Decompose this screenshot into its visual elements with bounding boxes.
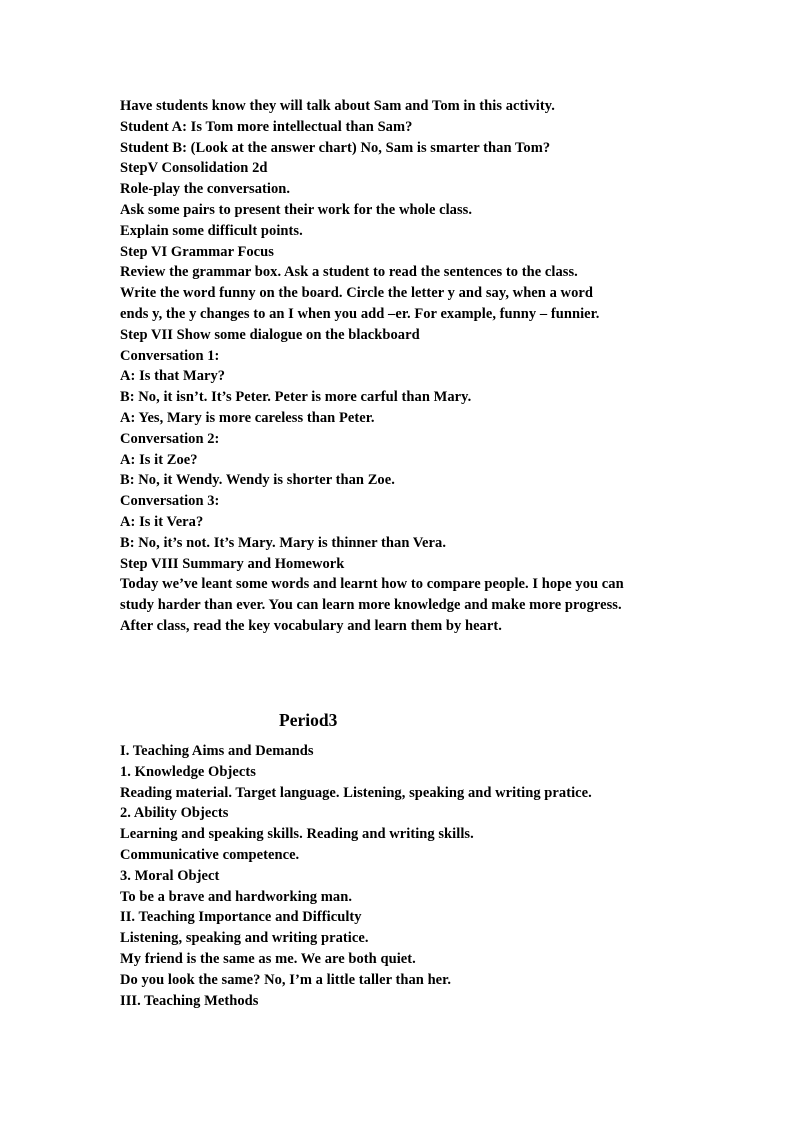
conversation-heading: Conversation 1: xyxy=(120,347,220,364)
lesson-steps-section xyxy=(120,96,720,637)
text-line: study harder than ever. You can learn more knowledge and make more progress. xyxy=(120,597,622,614)
section-heading: II. Teaching Importance and Difficulty xyxy=(120,909,362,926)
text-line: Listening, speaking and writing pratice. xyxy=(120,930,369,947)
dialogue-line: A: Is that Mary? xyxy=(120,368,226,385)
dialogue-line: A: Is it Zoe? xyxy=(120,451,198,468)
text-line: My friend is the same as me. We are both quiet. xyxy=(120,950,416,967)
dialogue-line: B: No, it Wendy. Wendy is shorter than Zoe. xyxy=(120,472,395,489)
dialogue-line: A: Is it Vera? xyxy=(120,513,204,530)
text-line: ends y, the y changes to an I when you add –er. For example, funny – funnier. xyxy=(120,305,600,322)
teaching-aims-section xyxy=(120,741,720,1011)
text-line: Today we’ve leant some words and learnt how to compare people. I hope you can xyxy=(120,576,624,593)
dialogue-line: B: No, it’s not. It’s Mary. Mary is thinner than Vera. xyxy=(120,534,446,551)
text-line: Role-play the conversation. xyxy=(120,181,291,198)
text-line: Do you look the same? No, I’m a little taller than her. xyxy=(120,971,451,988)
dialogue-line: A: Yes, Mary is more careless than Peter. xyxy=(120,409,375,426)
step-heading: StepV Consolidation 2d xyxy=(120,160,268,177)
conversation-heading: Conversation 3: xyxy=(120,493,220,510)
step-heading: Step VIII Summary and Homework xyxy=(120,555,345,572)
subsection-heading: 3. Moral Object xyxy=(120,867,220,884)
text-line: Review the grammar box. Ask a student to read the sentences to the class. xyxy=(120,264,578,281)
section-heading: III. Teaching Methods xyxy=(120,992,259,1009)
text-line: To be a brave and hardworking man. xyxy=(120,888,353,905)
text-line: Explain some difficult points. xyxy=(120,222,303,239)
step-heading: Step VI Grammar Focus xyxy=(120,243,274,260)
dialogue-line: B: No, it isn’t. It’s Peter. Peter is more carful than Mary. xyxy=(120,389,472,406)
period-title: Period3 xyxy=(279,710,338,730)
text-line: Write the word funny on the board. Circle the letter y and say, when a word xyxy=(120,285,593,302)
text-line: After class, read the key vocabulary and learn them by heart. xyxy=(120,617,502,634)
conversation-heading: Conversation 2: xyxy=(120,430,220,447)
text-line: Have students know they will talk about Sam and Tom in this activity. xyxy=(120,98,555,114)
subsection-heading: 1. Knowledge Objects xyxy=(120,763,256,780)
subsection-heading: 2. Ability Objects xyxy=(120,805,229,822)
text-line: Student B: (Look at the answer chart) No, Sam is smarter than Tom? xyxy=(120,139,551,156)
text-line: Reading material. Target language. Listening, speaking and writing pratice. xyxy=(120,784,592,801)
section-heading: I. Teaching Aims and Demands xyxy=(120,743,314,759)
step-heading: Step VII Show some dialogue on the blackboard xyxy=(120,326,420,343)
text-line: Ask some pairs to present their work for the whole class. xyxy=(120,201,473,218)
text-line: Communicative competence. xyxy=(120,846,300,863)
text-line: Student A: Is Tom more intellectual than Sam? xyxy=(120,118,413,135)
text-line: Learning and speaking skills. Reading and writing skills. xyxy=(120,826,474,843)
